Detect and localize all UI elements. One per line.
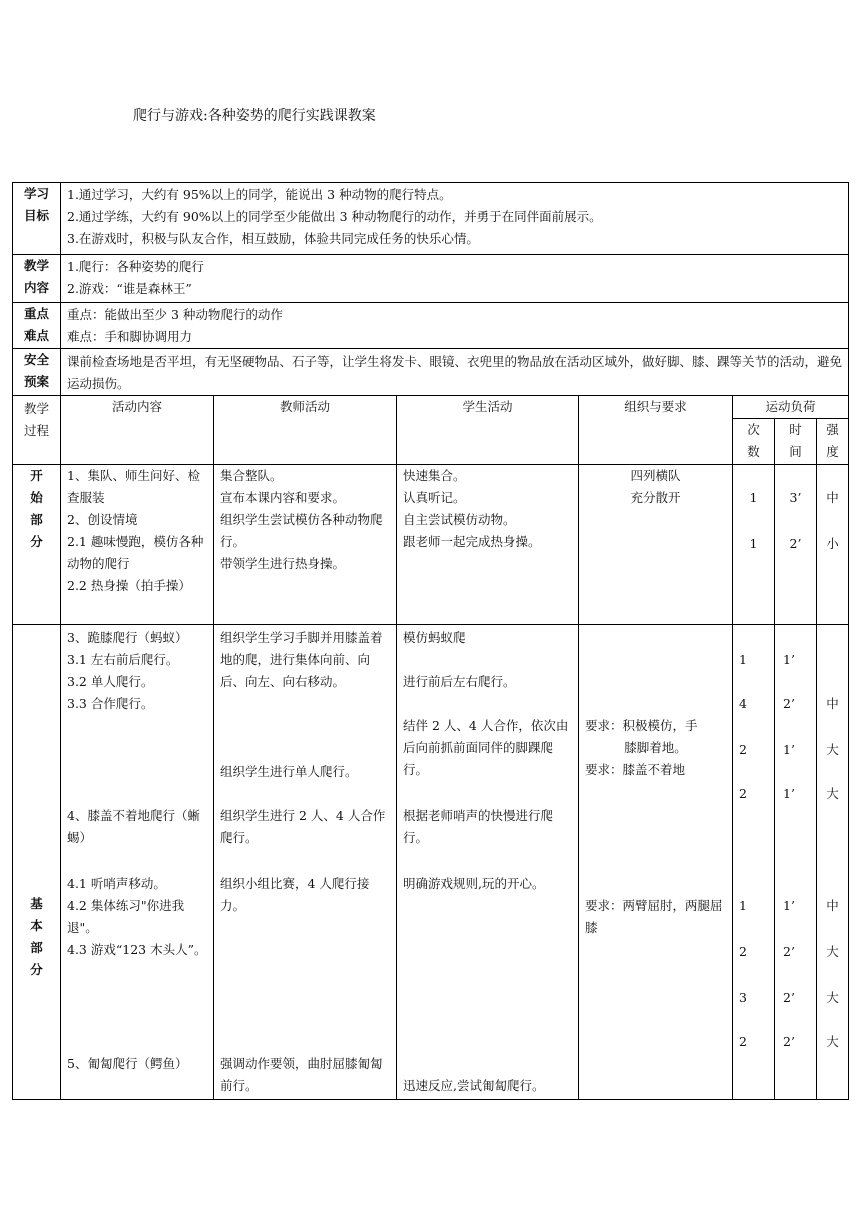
objective-item: 1.通过学习，大约有 95%以上的同学，能说出 3 种动物的爬行特点。 xyxy=(67,187,452,202)
start-duration xyxy=(775,465,817,625)
content-item: 2.游戏：“谁是森林王” xyxy=(67,281,192,296)
org-header: 组织与要求 xyxy=(579,396,733,465)
start-section-label: 开 始 部 分 xyxy=(13,465,61,625)
process-label: 教学 过程 xyxy=(13,396,61,465)
teacher-header: 教师活动 xyxy=(214,396,397,465)
safety-row xyxy=(13,349,849,396)
load-value: 1 xyxy=(739,652,747,667)
load-value: 3’ xyxy=(789,490,802,505)
load-value: 2’ xyxy=(783,990,795,1005)
load-value: 中 xyxy=(826,696,839,711)
key-point-item: 难点：手和脚协调用力 xyxy=(67,329,193,344)
basic-student: 模仿蚂蚁爬 进行前后左右爬行。 结伴 2 人、4 人合作，依次由后向前抓前面同伴的脚踝爬行。 根据老师哨声的快慢进行爬行。 明确游戏规则,玩的开心。 迅速反应,尝试匍匐爬行。 xyxy=(397,625,579,1100)
load-value: 1’ xyxy=(783,652,795,667)
basic-duration xyxy=(775,625,817,1100)
safety-label: 安全 预案 xyxy=(13,349,61,396)
load-value: 2 xyxy=(739,786,747,801)
load-header: 运动负荷 xyxy=(733,396,849,419)
start-section-row xyxy=(13,465,849,625)
objectives-label: 学习 目标 xyxy=(13,183,61,255)
objectives-row xyxy=(13,183,849,255)
load-value: 3 xyxy=(739,990,747,1005)
start-activity: 1、集队、师生问好、检查服装 2、创设情境 2.1 趣味慢跑，模仿各种动物的爬行 2.2 热身操（拍手操） xyxy=(61,465,214,625)
objectives-cell xyxy=(61,183,849,255)
load-value: 大 xyxy=(826,1034,839,1049)
student-header: 学生活动 xyxy=(397,396,579,465)
basic-intensity xyxy=(817,625,849,1100)
load-value: 2’ xyxy=(783,696,795,711)
start-intensity xyxy=(817,465,849,625)
content-cell xyxy=(61,255,849,303)
basic-section-row xyxy=(13,625,849,1100)
content-item: 1.爬行：各种姿势的爬行 xyxy=(67,259,204,274)
load-value: 1 xyxy=(749,490,758,505)
load-value: 1’ xyxy=(783,786,795,801)
load-value: 大 xyxy=(826,742,839,757)
load-value: 1 xyxy=(739,898,747,913)
times-header: 次 数 xyxy=(733,419,775,465)
load-value: 中 xyxy=(826,898,839,913)
safety-cell: 课前检查场地是否平坦，有无坚硬物品、石子等，让学生将发卡、眼镜、衣兜里的物品放在活动区域外，做好脚、膝、踝等关节的活动，避免运动损伤。 xyxy=(61,349,849,396)
objective-item: 2.通过学练，大约有 90%以上的同学至少能做出 3 种动物爬行的动作，并勇于在同伴面前展示。 xyxy=(67,209,602,224)
key-points-row xyxy=(13,303,849,349)
start-student: 快速集合。 认真听记。 自主尝试模仿动物。 跟老师一起完成热身操。 xyxy=(397,465,579,625)
basic-teacher: 组织学生学习手脚并用膝盖着地的爬，进行集体向前、向后、向左、向右移动。 组织学生进行单人爬行。 组织学生进行 2 人、4 人合作爬行。 组织小组比赛，4 人爬行接力。 强调动作要领，曲肘屈膝匍匐前行。 xyxy=(214,625,397,1100)
load-value: 2 xyxy=(739,944,747,959)
load-value: 1’ xyxy=(783,898,795,913)
load-value: 小 xyxy=(826,536,839,551)
basic-org: 要求：积极模仿，手 膝脚着地。 要求：膝盖不着地 要求：两臂屈肘，两腿屈膝 xyxy=(579,625,733,1100)
content-label: 教学 内容 xyxy=(13,255,61,303)
start-times xyxy=(733,465,775,625)
load-value: 2 xyxy=(739,1034,747,1049)
load-value: 4 xyxy=(739,696,747,711)
page-title: 爬行与游戏:各种姿势的爬行实践课教案 xyxy=(133,108,376,124)
load-value: 1’ xyxy=(783,742,795,757)
basic-activity: 3、跪膝爬行（蚂蚁） 3.1 左右前后爬行。 3.2 单人爬行。 3.3 合作爬行。 4、膝盖不着地爬行（蜥蜴） 4.1 听哨声移动。 4.2 集体练习"你进我退"。 4.3 游戏“123 木头人”。 5、匍匐爬行（鳄鱼） xyxy=(61,625,214,1100)
key-points-cell xyxy=(61,303,849,349)
start-teacher: 集合整队。 宣布本课内容和要求。 组织学生尝试模仿各种动物爬行。 带领学生进行热身操。 xyxy=(214,465,397,625)
basic-times xyxy=(733,625,775,1100)
content-row xyxy=(13,255,849,303)
start-org: 四列横队 充分散开 xyxy=(579,465,733,625)
load-value: 2’ xyxy=(783,944,795,959)
duration-header: 时 间 xyxy=(775,419,817,465)
basic-section-label: 基 本 部 分 xyxy=(13,625,61,1100)
lesson-plan-table xyxy=(12,182,849,1100)
key-point-item: 重点：能做出至少 3 种动物爬行的动作 xyxy=(67,307,283,322)
load-value: 1 xyxy=(749,536,758,551)
objective-item: 3.在游戏时，积极与队友合作，相互鼓励，体验共同完成任务的快乐心情。 xyxy=(67,231,479,246)
process-header-row xyxy=(13,396,849,419)
load-value: 中 xyxy=(826,490,839,505)
load-value: 2’ xyxy=(783,1034,795,1049)
activity-header: 活动内容 xyxy=(61,396,214,465)
intensity-header: 强 度 xyxy=(817,419,849,465)
load-value: 大 xyxy=(826,786,839,801)
load-value: 2 xyxy=(739,742,747,757)
load-value: 2’ xyxy=(789,536,802,551)
load-value: 大 xyxy=(826,944,839,959)
key-points-label: 重点 难点 xyxy=(13,303,61,349)
load-value: 大 xyxy=(826,990,839,1005)
